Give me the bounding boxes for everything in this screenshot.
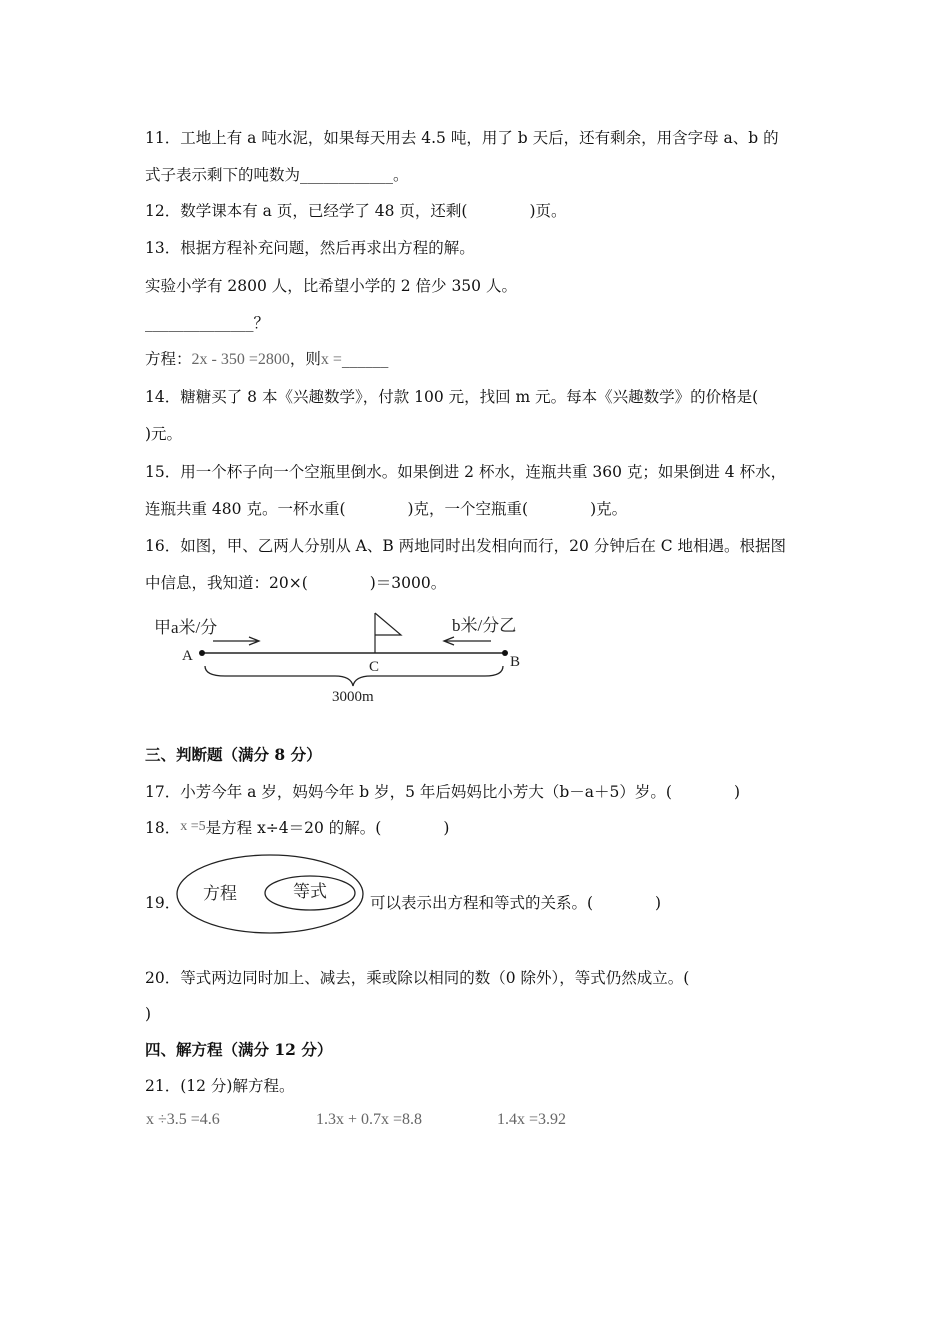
q11-line2: 式子表示剩下的吨数为____________。 [145, 166, 409, 184]
label-jia-speed: 甲a米/分 [154, 618, 218, 637]
meeting-diagram [145, 608, 545, 708]
q18-body: 是方程 x÷4＝20 的解。( ) [205, 819, 450, 837]
q18-math: x =5 [180, 819, 206, 834]
q13-equation [145, 348, 388, 371]
outer-set-label: 方程 [203, 884, 237, 903]
q21-eq2: 1.3x + 0.7x =8.8 [316, 1111, 423, 1128]
q14-line1: 14．糖糖买了 8 本《兴趣数学》，付款 100 元，找回 m 元。每本《兴趣数学》的价格是( [145, 388, 759, 406]
q18-number: 18． [145, 819, 181, 837]
q13-line2: 实验小学有 2800 人，比希望小学的 2 倍少 350 人。 [145, 277, 517, 295]
inner-set-label: 等式 [293, 882, 327, 901]
point-b-dot [502, 650, 508, 656]
q14-line2: )元。 [145, 425, 183, 443]
q13-line1: 13．根据方程补充问题，然后再求出方程的解。 [145, 239, 475, 257]
section4-heading: 四、解方程（满分 12 分） [145, 1040, 333, 1059]
q15-line1: 15．用一个杯子向一个空瓶里倒水。如果倒进 2 杯水，连瓶共重 360 克；如果倒进 4 杯水， [145, 463, 787, 481]
q20-line2: ) [145, 1005, 152, 1023]
q12-text: 12．数学课本有 a 页，已经学了 48 页，还剩( )页。 [145, 202, 567, 220]
q21-eq3: 1.4x =3.92 [497, 1111, 567, 1128]
q11-line1: 11．工地上有 a 吨水泥，如果每天用去 4.5 吨，用了 b 天后，还有剩余，用含字母 a、b 的 [145, 129, 779, 147]
q17-text: 17．小芳今年 a 岁，妈妈今年 b 岁，5 年后妈妈比小芳大（b－a＋5）岁。( ) [145, 783, 741, 801]
q19-number: 19． [145, 894, 181, 912]
q18-text [145, 817, 449, 841]
label-yi-speed: b米/分乙 [452, 616, 517, 635]
section3-heading: 三、判断题（满分 8 分） [145, 745, 322, 764]
point-b-label: B [510, 654, 521, 670]
q15-line2: 连瓶共重 480 克。一杯水重( )克，一个空瓶重( )克。 [145, 500, 628, 518]
q16-line2: 中信息，我知道：20×( )＝3000。 [145, 574, 447, 592]
distance-label: 3000m [332, 689, 374, 705]
q16-line1: 16．如图，甲、乙两人分别从 A、B 两地同时出发相向而行，20 分钟后在 C 地相遇。根据图 [145, 537, 787, 555]
q21-text: 21．(12 分)解方程。 [145, 1077, 295, 1095]
q20-line1: 20．等式两边同时加上、减去，乘或除以相同的数（0 除外），等式仍然成立。( [145, 969, 690, 987]
point-a-label: A [182, 648, 193, 664]
distance-brace [205, 666, 503, 686]
flag-icon [375, 613, 401, 635]
q13-eq-blank: ______ [341, 350, 389, 368]
q13-question-blank: ______________？ [145, 314, 270, 332]
point-c-label: C [369, 659, 380, 675]
point-a-dot [199, 650, 205, 656]
q21-eq1: x ÷3.5 =4.6 [146, 1111, 220, 1128]
q13-eq-prefix: 方程： [145, 350, 192, 368]
q19-text: 可以表示出方程和等式的关系。( ) [370, 894, 662, 912]
q13-eq-math: 2x - 350 =2800 [191, 351, 290, 368]
venn-diagram [175, 853, 365, 935]
q13-eq-var: x = [320, 351, 342, 368]
q13-eq-mid: ，则 [289, 350, 321, 368]
